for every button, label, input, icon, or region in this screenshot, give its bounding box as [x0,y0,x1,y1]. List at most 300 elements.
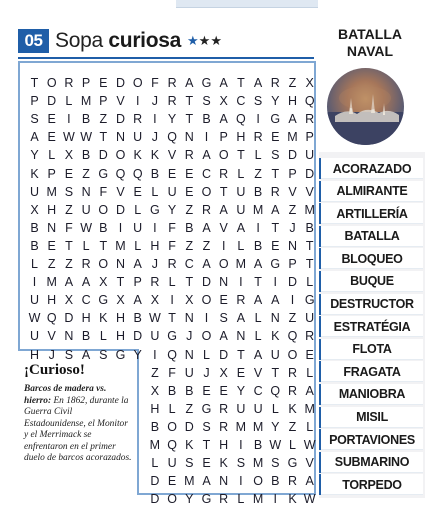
grid-letter[interactable]: L [306,275,314,290]
grid-letter[interactable]: B [30,220,39,235]
grid-letter[interactable]: T [271,166,280,181]
grid-letter[interactable]: L [306,419,314,434]
grid-letter[interactable]: O [167,492,177,507]
grid-letter[interactable]: Z [288,76,297,90]
grid-letter[interactable]: P [99,94,108,109]
grid-letter[interactable]: R [201,202,212,217]
grid-letter[interactable]: D [47,94,57,109]
grid-letter[interactable]: V [167,148,177,163]
grid-letter[interactable]: P [288,166,297,181]
grid-letter[interactable]: N [287,238,298,253]
grid-letter[interactable]: A [253,76,263,90]
grid-letter[interactable]: B [150,419,160,434]
grid-letter[interactable]: V [47,329,56,344]
grid-letter[interactable]: H [219,438,229,452]
grid-letter[interactable]: X [99,275,108,290]
grid-letter[interactable]: C [201,166,212,181]
grid-letter[interactable]: H [47,202,57,217]
grid-letter[interactable]: I [118,220,123,235]
grid-letter[interactable]: K [99,311,108,326]
grid-letter[interactable]: T [168,311,176,326]
grid-letter[interactable]: N [115,257,126,271]
grid-letter[interactable]: R [167,94,177,109]
grid-letter[interactable]: A [271,293,280,308]
grid-letter[interactable]: Y [236,383,246,398]
grid-letter[interactable]: Z [288,419,297,434]
grid-letter[interactable]: A [81,347,91,362]
grid-letter[interactable]: U [81,202,91,217]
grid-letter[interactable]: J [48,347,55,362]
grid-letter[interactable]: N [184,130,194,145]
grid-letter[interactable]: I [221,238,226,253]
grid-letter[interactable]: L [151,184,159,199]
grid-letter[interactable]: O [46,76,57,90]
grid-letter[interactable]: T [99,130,108,145]
grid-letter[interactable]: P [219,130,228,145]
grid-letter[interactable]: C [81,293,91,308]
grid-letter[interactable]: L [254,311,262,326]
grid-letter[interactable]: A [219,76,228,90]
grid-letter[interactable]: U [133,220,143,235]
grid-letter[interactable]: B [185,220,194,235]
grid-letter[interactable]: P [47,166,56,181]
grid-letter[interactable]: X [185,293,194,308]
grid-letter[interactable]: K [219,456,228,471]
grid-letter[interactable]: I [239,474,243,489]
grid-letter[interactable]: M [235,419,247,434]
grid-letter[interactable]: A [253,347,263,362]
grid-letter[interactable]: A [202,220,211,235]
grid-letter[interactable]: D [115,202,126,217]
grid-letter[interactable]: M [252,202,264,217]
grid-letter[interactable]: E [202,456,211,471]
grid-letter[interactable]: A [202,474,211,489]
grid-letter[interactable]: Z [288,311,297,326]
grid-letter[interactable]: X [219,365,228,380]
grid-letter[interactable]: N [47,220,57,235]
grid-letter[interactable]: C [253,383,263,398]
grid-letter[interactable]: G [115,347,126,362]
grid-letter[interactable]: U [29,184,40,199]
grid-letter[interactable]: A [219,112,228,127]
grid-letter[interactable]: Q [236,112,246,127]
grid-letter[interactable]: W [80,130,92,145]
grid-letter[interactable]: E [219,293,228,308]
grid-letter[interactable]: L [289,438,296,452]
grid-letter[interactable]: Z [82,166,90,181]
grid-letter[interactable]: O [201,329,212,344]
grid-letter[interactable]: I [239,438,243,452]
grid-letter[interactable]: H [47,293,57,308]
grid-letter[interactable]: B [81,148,91,163]
grid-letter[interactable]: U [236,184,246,199]
grid-letter[interactable]: U [236,202,246,217]
grid-letter[interactable]: B [99,220,108,235]
grid-letter[interactable]: L [271,401,279,416]
grid-letter[interactable]: I [153,112,157,127]
grid-letter[interactable]: M [115,238,126,253]
grid-letter[interactable]: T [65,238,73,253]
grid-letter[interactable]: R [287,383,298,398]
grid-letter[interactable]: E [185,184,194,199]
grid-letter[interactable]: O [253,474,263,489]
grid-letter[interactable]: M [304,401,315,416]
grid-letter[interactable]: H [115,311,126,326]
grid-letter[interactable]: H [29,347,40,362]
grid-letter[interactable]: W [62,130,75,145]
grid-letter[interactable]: F [151,76,159,90]
grid-letter[interactable]: A [133,257,142,271]
grid-letter[interactable]: F [168,220,176,235]
grid-letter[interactable]: O [167,419,177,434]
grid-letter[interactable]: X [64,293,74,308]
grid-letter[interactable]: S [271,456,280,471]
grid-letter[interactable]: G [304,293,315,308]
grid-letter[interactable]: L [82,238,90,253]
grid-letter[interactable]: K [30,166,39,181]
grid-letter[interactable]: S [253,94,263,109]
grid-letter[interactable]: J [289,220,296,235]
grid-letter[interactable]: T [237,76,245,90]
grid-letter[interactable]: X [150,383,160,398]
grid-letter[interactable]: E [99,76,108,90]
grid-letter[interactable]: R [219,492,229,507]
grid-letter[interactable]: G [270,112,281,127]
grid-letter[interactable]: R [270,184,280,199]
grid-letter[interactable]: M [184,474,195,489]
grid-letter[interactable]: O [287,347,298,362]
grid-letter[interactable]: U [29,293,40,308]
grid-letter[interactable]: N [236,329,246,344]
grid-letter[interactable]: Z [65,257,73,271]
grid-letter[interactable]: D [64,311,74,326]
grid-letter[interactable]: E [47,112,56,127]
grid-letter[interactable]: O [115,148,126,163]
grid-letter[interactable]: Y [133,347,142,362]
grid-letter[interactable]: B [30,238,39,253]
grid-letter[interactable]: J [151,130,159,145]
grid-letter[interactable]: D [150,474,160,489]
grid-letter[interactable]: F [99,184,108,199]
grid-letter[interactable]: Z [151,365,159,380]
grid-letter[interactable]: M [287,130,298,145]
grid-letter[interactable]: A [305,383,314,398]
grid-letter[interactable]: B [253,438,263,452]
grid-letter[interactable]: S [30,112,39,127]
grid-letter[interactable]: Z [254,166,262,181]
grid-letter[interactable]: L [151,456,159,471]
grid-letter[interactable]: K [150,148,160,163]
grid-letter[interactable]: G [167,329,177,344]
grid-letter[interactable]: D [150,492,160,507]
grid-letter[interactable]: T [99,238,108,253]
grid-letter[interactable]: N [184,347,194,362]
grid-letter[interactable]: I [135,94,140,109]
grid-letter[interactable]: E [202,383,211,398]
grid-letter[interactable]: T [254,275,262,290]
grid-letter[interactable]: A [271,202,280,217]
grid-letter[interactable]: L [134,202,142,217]
grid-letter[interactable]: S [202,419,211,434]
grid-letter[interactable]: G [201,492,212,507]
grid-letter[interactable]: U [253,401,263,416]
grid-letter[interactable]: L [254,329,262,344]
grid-letter[interactable]: I [67,112,71,127]
grid-letter[interactable]: J [186,329,193,344]
grid-letter[interactable]: T [237,148,245,163]
grid-letter[interactable]: H [287,94,298,109]
grid-letter[interactable]: H [81,311,91,326]
grid-letter[interactable]: R [81,257,91,271]
grid-letter[interactable]: R [287,365,298,380]
grid-letter[interactable]: T [271,365,280,380]
grid-letter[interactable]: F [168,365,176,380]
grid-letter[interactable]: A [219,202,228,217]
grid-letter[interactable]: R [150,275,160,290]
grid-letter[interactable]: S [236,456,246,471]
grid-letter[interactable]: S [64,184,74,199]
grid-letter[interactable]: B [81,112,91,127]
grid-letter[interactable]: D [287,148,298,163]
grid-letter[interactable]: E [271,238,280,253]
grid-letter[interactable]: N [184,311,194,326]
grid-letter[interactable]: Y [271,94,280,109]
grid-letter[interactable]: R [287,474,298,489]
grid-letter[interactable]: N [270,311,280,326]
grid-letter[interactable]: T [185,94,194,109]
grid-letter[interactable]: A [236,220,246,235]
grid-letter[interactable]: J [151,257,159,271]
grid-letter[interactable]: K [288,492,297,507]
grid-letter[interactable]: D [115,76,126,90]
grid-letter[interactable]: G [270,257,281,271]
grid-letter[interactable]: G [98,166,109,181]
grid-letter[interactable]: D [115,112,126,127]
grid-letter[interactable]: K [271,329,280,344]
grid-letter[interactable]: A [81,275,91,290]
grid-letter[interactable]: S [185,456,194,471]
grid-letter[interactable]: U [150,329,160,344]
grid-letter[interactable]: G [201,401,212,416]
grid-letter[interactable]: G [201,76,212,90]
grid-letter[interactable]: W [303,438,316,452]
grid-letter[interactable]: L [237,492,245,507]
grid-letter[interactable]: L [254,148,262,163]
grid-letter[interactable]: O [98,202,109,217]
grid-letter[interactable]: N [219,474,229,489]
grid-letter[interactable]: B [150,166,160,181]
grid-letter[interactable]: N [81,184,91,199]
grid-letter[interactable]: Q [270,383,281,398]
grid-letter[interactable]: W [303,492,316,507]
grid-letter[interactable]: L [31,257,38,271]
grid-letter[interactable]: R [219,419,229,434]
grid-letter[interactable]: E [64,166,74,181]
grid-letter[interactable]: U [270,347,280,362]
grid-letter[interactable]: B [185,383,194,398]
grid-letter[interactable]: L [65,94,73,109]
grid-letter[interactable]: M [252,456,264,471]
grid-letter[interactable]: T [219,184,228,199]
grid-letter[interactable]: E [219,383,228,398]
grid-letter[interactable]: H [236,130,246,145]
grid-letter[interactable]: Z [185,238,194,253]
grid-letter[interactable]: M [149,438,161,452]
grid-letter[interactable]: Z [185,202,194,217]
grid-letter[interactable]: G [287,456,298,471]
grid-letter[interactable]: R [219,401,229,416]
grid-letter[interactable]: C [184,257,194,271]
grid-letter[interactable]: X [219,94,228,109]
grid-letter[interactable]: N [64,329,74,344]
grid-letter[interactable]: U [29,329,40,344]
grid-letter[interactable]: L [168,275,176,290]
grid-letter[interactable]: Q [132,166,143,181]
grid-letter[interactable]: E [236,365,246,380]
grid-letter[interactable]: U [167,456,177,471]
grid-letter[interactable]: Z [99,112,108,127]
grid-letter[interactable]: T [271,220,280,235]
grid-letter[interactable]: Z [185,401,194,416]
grid-letter[interactable]: F [168,238,176,253]
grid-letter[interactable]: E [271,130,280,145]
grid-letter[interactable]: B [253,238,263,253]
grid-letter[interactable]: A [202,148,211,163]
grid-letter[interactable]: T [116,275,125,290]
grid-letter[interactable]: G [98,293,109,308]
grid-letter[interactable]: R [64,76,74,90]
grid-letter[interactable]: X [305,76,314,90]
grid-letter[interactable]: R [167,76,177,90]
grid-letter[interactable]: B [253,184,263,199]
grid-letter[interactable]: W [80,220,92,235]
grid-letter[interactable]: L [203,347,210,362]
grid-letter[interactable]: D [98,148,108,163]
grid-letter[interactable]: M [80,94,92,109]
grid-letter[interactable]: A [236,311,246,326]
grid-letter[interactable]: X [64,148,74,163]
grid-letter[interactable]: Y [185,492,194,507]
grid-letter[interactable]: Y [167,112,177,127]
grid-letter[interactable]: Z [65,202,73,217]
grid-letter[interactable]: I [32,275,37,290]
grid-letter[interactable]: V [288,184,297,199]
grid-letter[interactable]: H [150,238,160,253]
grid-letter[interactable]: S [202,94,211,109]
grid-letter[interactable]: R [236,293,246,308]
grid-letter[interactable]: Y [167,202,177,217]
grid-letter[interactable]: Q [167,347,177,362]
grid-letter[interactable]: I [204,130,209,145]
grid-letter[interactable]: I [153,220,157,235]
grid-letter[interactable]: A [253,257,263,271]
grid-letter[interactable]: O [218,148,229,163]
grid-letter[interactable]: M [46,184,57,199]
grid-letter[interactable]: O [201,293,212,308]
grid-letter[interactable]: H [150,401,160,416]
grid-letter[interactable]: R [167,257,177,271]
grid-letter[interactable]: E [47,238,56,253]
grid-letter[interactable]: I [273,275,278,290]
grid-letter[interactable]: M [46,275,57,290]
grid-letter[interactable]: R [305,112,315,127]
grid-letter[interactable]: B [133,311,142,326]
grid-letter[interactable]: L [237,166,245,181]
grid-letter[interactable]: Z [288,202,297,217]
grid-letter[interactable]: D [219,347,229,362]
grid-letter[interactable]: D [184,419,194,434]
grid-letter[interactable]: A [64,275,74,290]
grid-letter[interactable]: P [305,130,314,145]
grid-letter[interactable]: W [148,311,161,326]
grid-letter[interactable]: V [305,456,314,471]
grid-letter[interactable]: N [219,275,229,290]
grid-letter[interactable]: R [133,112,143,127]
grid-letter[interactable]: A [185,76,194,90]
grid-letter[interactable]: B [202,112,211,127]
grid-letter[interactable]: B [271,474,280,489]
grid-letter[interactable]: Z [47,257,56,271]
grid-letter[interactable]: M [304,202,315,217]
grid-letter[interactable]: U [167,184,177,199]
grid-letter[interactable]: N [115,130,126,145]
grid-letter[interactable]: O [218,257,229,271]
grid-letter[interactable]: M [252,492,264,507]
grid-letter[interactable]: P [288,257,297,271]
grid-letter[interactable]: I [170,293,174,308]
grid-letter[interactable]: U [305,311,315,326]
grid-letter[interactable]: T [305,257,314,271]
grid-letter[interactable]: L [99,329,107,344]
grid-letter[interactable]: L [134,238,142,253]
grid-letter[interactable]: C [236,94,246,109]
grid-letter[interactable]: E [167,474,177,489]
grid-letter[interactable]: I [153,347,157,362]
grid-letter[interactable]: J [151,94,159,109]
grid-letter[interactable]: U [236,401,246,416]
grid-letter[interactable]: D [201,275,212,290]
grid-letter[interactable]: O [98,257,109,271]
grid-letter[interactable]: X [30,202,39,217]
grid-letter[interactable]: D [305,166,315,181]
grid-letter[interactable]: U [184,365,194,380]
grid-letter[interactable]: P [81,76,91,90]
grid-letter[interactable]: Q [167,438,177,452]
grid-letter[interactable]: R [253,130,263,145]
grid-letter[interactable]: L [48,148,56,163]
grid-letter[interactable]: L [168,401,176,416]
grid-letter[interactable]: E [305,347,314,362]
grid-letter[interactable]: E [185,166,194,181]
grid-letter[interactable]: G [150,202,160,217]
grid-letter[interactable]: D [133,329,143,344]
grid-letter[interactable]: P [133,275,142,290]
grid-letter[interactable]: L [306,365,314,380]
grid-letter[interactable]: R [270,76,280,90]
grid-letter[interactable]: T [30,76,39,90]
grid-letter[interactable]: S [64,347,74,362]
grid-letter[interactable]: T [237,347,245,362]
grid-letter[interactable]: T [185,275,194,290]
grid-letter[interactable]: J [203,365,210,380]
grid-letter[interactable]: I [204,311,209,326]
grid-letter[interactable]: S [99,347,108,362]
grid-letter[interactable]: A [253,293,263,308]
grid-letter[interactable]: Q [287,329,298,344]
grid-letter[interactable]: S [271,148,280,163]
grid-letter[interactable]: A [202,257,211,271]
grid-letter[interactable]: Q [46,311,57,326]
